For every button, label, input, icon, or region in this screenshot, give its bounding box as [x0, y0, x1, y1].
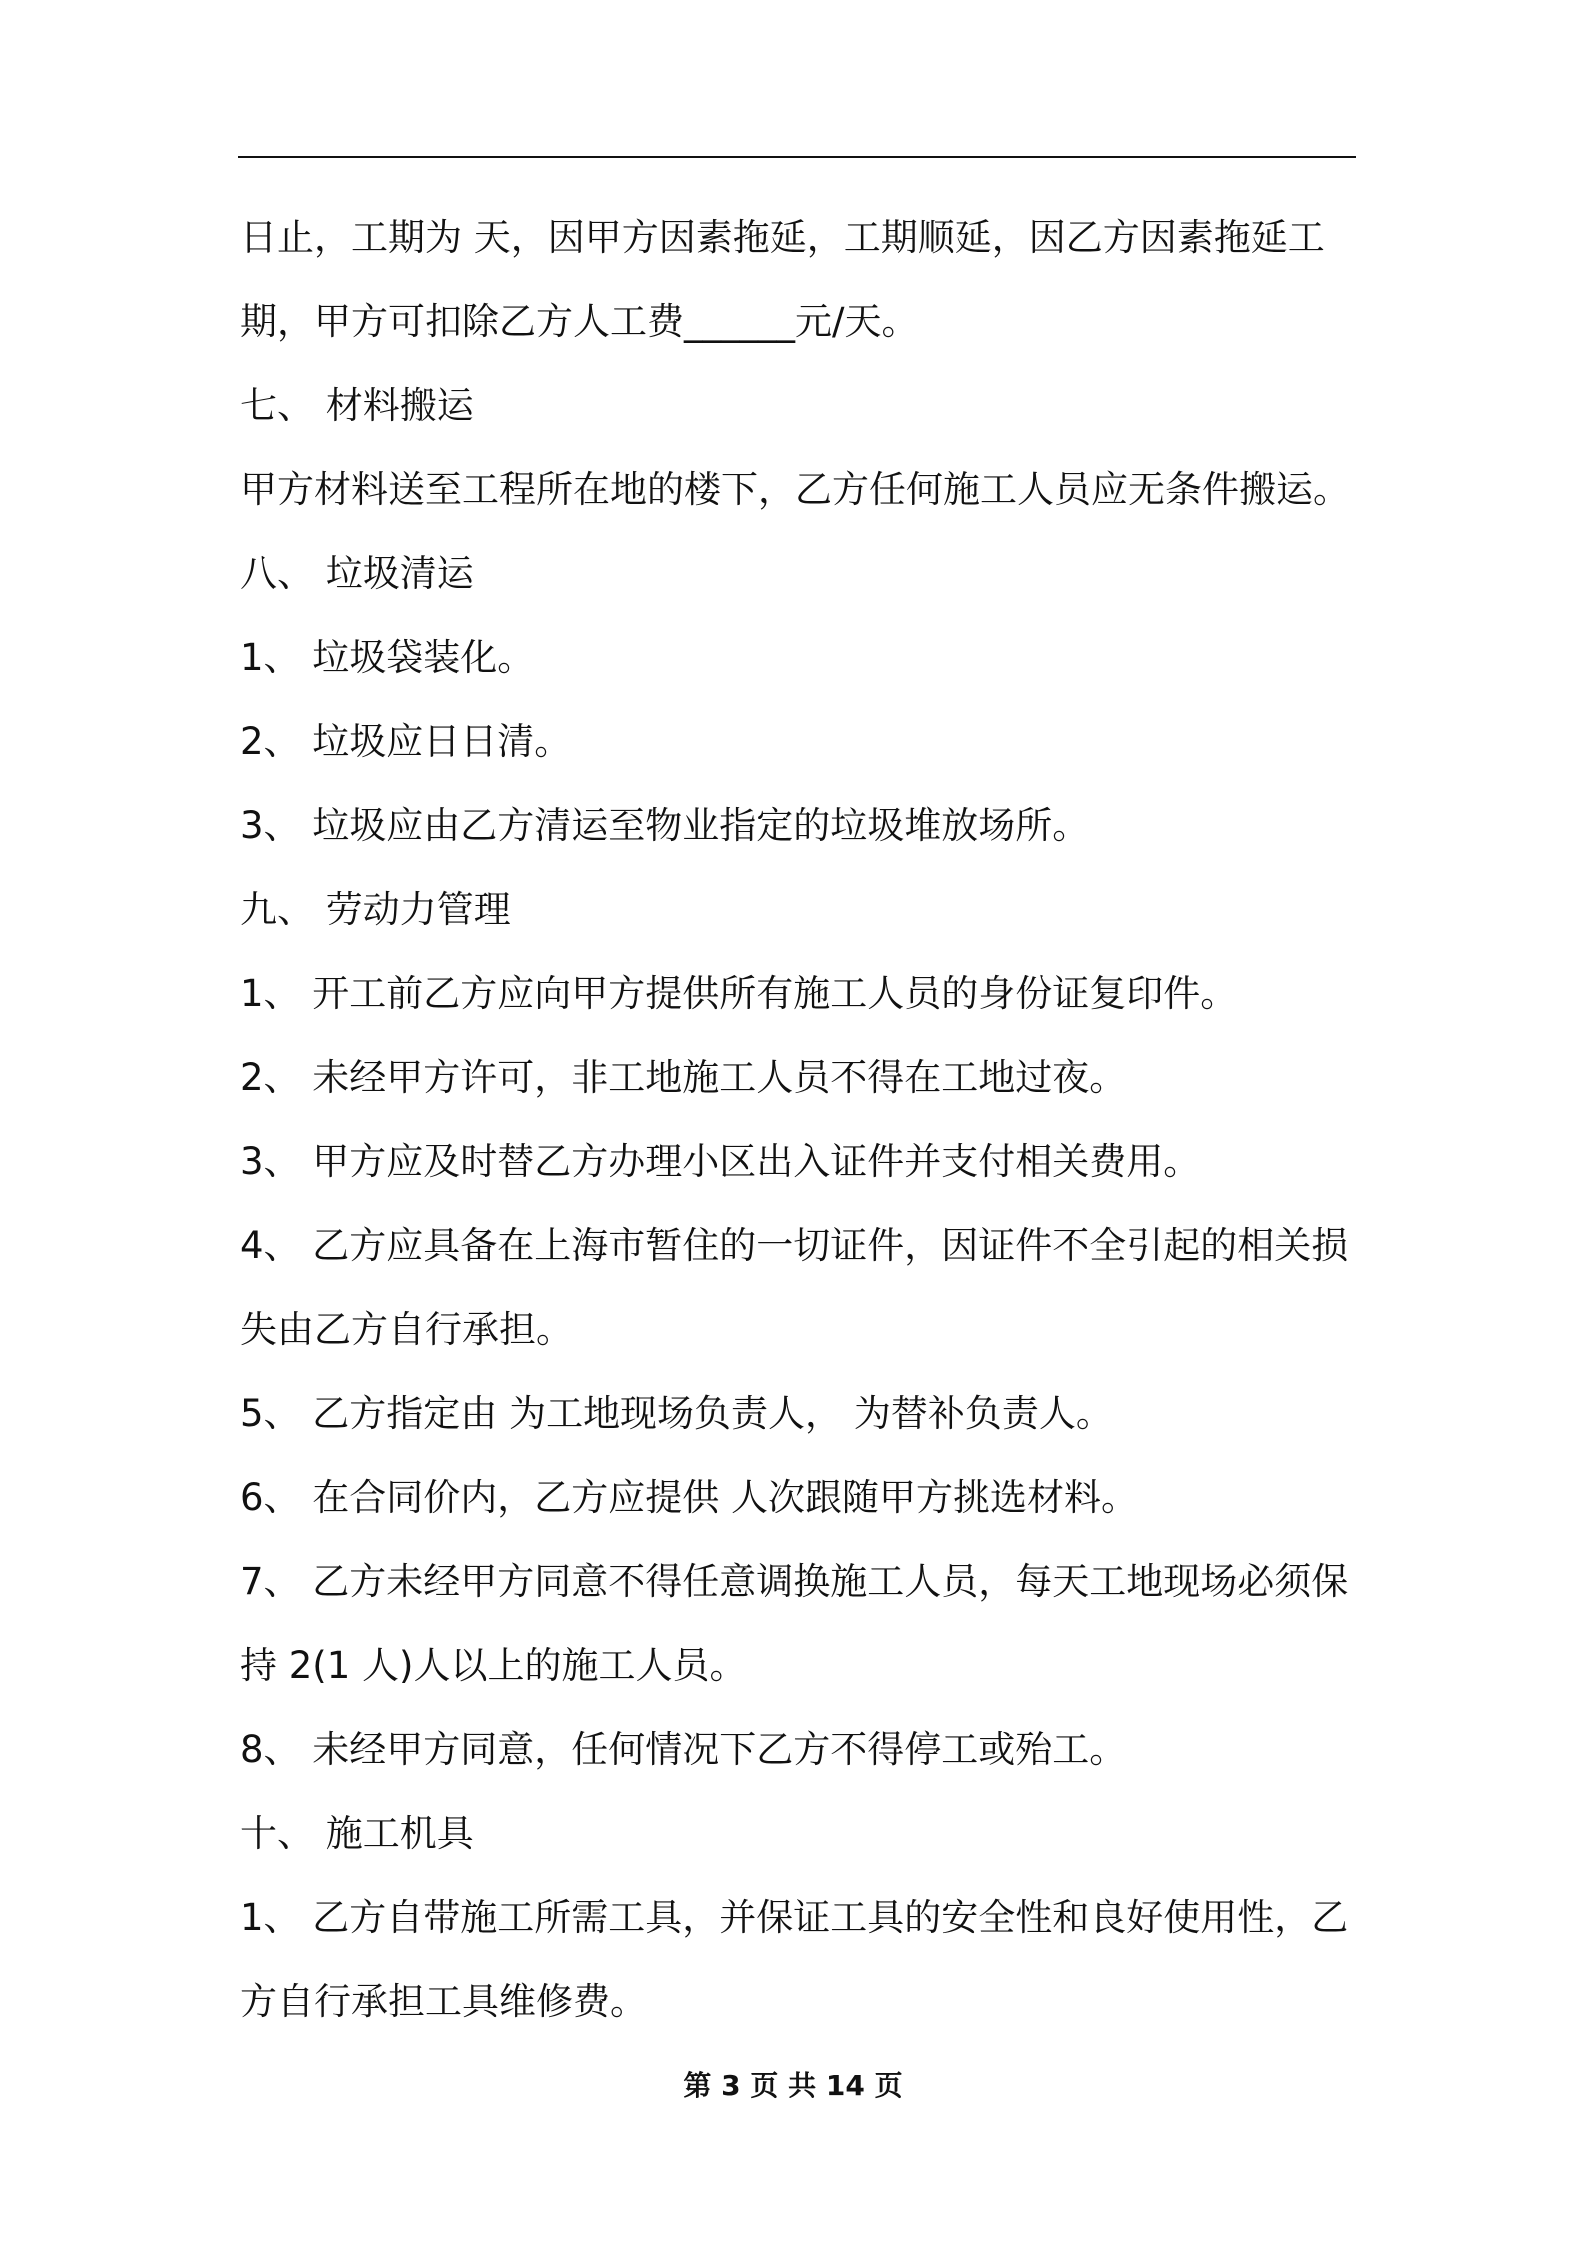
list-item: 1、 开工前乙方应向甲方提供所有施工人员的身份证复印件。: [240, 972, 1238, 1015]
text-line: 失由乙方自行承担。: [240, 1308, 573, 1351]
section-heading: 十、 施工机具: [240, 1812, 474, 1855]
list-item: 8、 未经甲方同意，任何情况下乙方不得停工或殆工。: [240, 1728, 1127, 1771]
page-number: 第 3 页 共 14 页: [683, 2069, 903, 2102]
section-heading: 七、 材料搬运: [240, 384, 474, 427]
list-item: 7、 乙方未经甲方同意不得任意调换施工人员，每天工地现场必须保: [240, 1560, 1349, 1603]
text-line: 期，甲方可扣除乙方人工费______元/天。: [240, 300, 919, 343]
list-item: 6、 在合同价内，乙方应提供 人次跟随甲方挑选材料。: [240, 1476, 1139, 1519]
list-item: 3、 垃圾应由乙方清运至物业指定的垃圾堆放场所。: [240, 804, 1090, 847]
list-item: 2、 垃圾应日日清。: [240, 720, 572, 763]
list-item: 4、 乙方应具备在上海市暂住的一切证件，因证件不全引起的相关损: [240, 1224, 1349, 1267]
list-item: 1、 乙方自带施工所需工具，并保证工具的安全性和良好使用性，乙: [240, 1896, 1349, 1939]
list-item: 3、 甲方应及时替乙方办理小区出入证件并支付相关费用。: [240, 1140, 1201, 1183]
text-line: 日止，工期为 天，因甲方因素拖延，工期顺延，因乙方因素拖延工: [240, 216, 1325, 259]
document-body: [240, 196, 1360, 2044]
section-heading: 九、 劳动力管理: [240, 888, 511, 931]
list-item: 5、 乙方指定由 为工地现场负责人， 为替补负责人。: [240, 1392, 1113, 1435]
text-line: 持 2(1 人)人以上的施工人员。: [240, 1644, 747, 1687]
list-item: 1、 垃圾袋装化。: [240, 636, 535, 679]
list-item: 2、 未经甲方许可，非工地施工人员不得在工地过夜。: [240, 1056, 1127, 1099]
header-rule: [238, 156, 1356, 158]
text-line: 甲方材料送至工程所在地的楼下，乙方任何施工人员应无条件搬运。: [240, 468, 1350, 511]
section-heading: 八、 垃圾清运: [240, 552, 474, 595]
text-line: 方自行承担工具维修费。: [240, 1980, 647, 2023]
